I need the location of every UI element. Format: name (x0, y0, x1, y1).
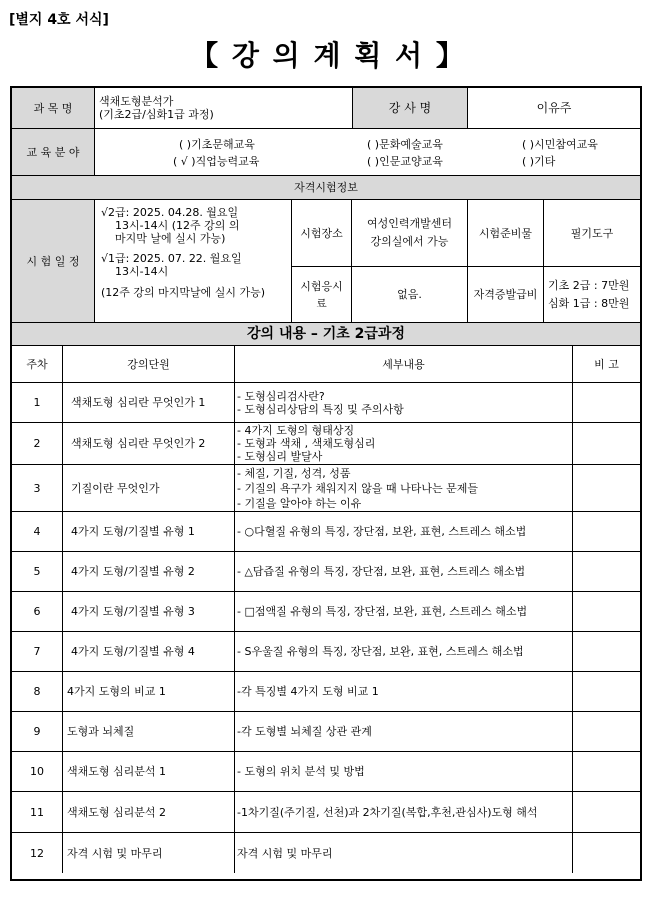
detail-line: -1차기질(주기질, 선천)과 2차기질(복합,후천,관심사)도형 해석 (237, 805, 538, 819)
unit-cell: 색채도형 심리분석 2 (63, 792, 235, 833)
supplies-label: 시험준비물 (468, 200, 544, 267)
detail-line: - ○다혈질 유형의 특징, 장단점, 보완, 표현, 스트레스 해소법 (237, 525, 527, 538)
detail-line: - 도형심리검사란? (237, 389, 325, 403)
cert-fee-line2: 심화 1급 : 8만원 (548, 296, 630, 310)
week-cell: 12 (12, 833, 63, 873)
place-line1: 여성인력개발센터 (366, 217, 452, 230)
week-cell: 8 (12, 672, 63, 712)
detail-line: - 체질, 기질, 성격, 성품 (237, 466, 351, 480)
cert-fee-label: 자격증발급비 (468, 267, 544, 323)
schedule-details (95, 200, 292, 323)
schedule-line-4: √1급: 2025. 07. 22. 월요일 (101, 252, 242, 265)
detail-cell (235, 752, 573, 792)
unit-cell: 자격 시험 및 마무리 (63, 833, 235, 873)
field-option-civic: ( )시민참여교육 (522, 138, 598, 151)
schedule-line-3: 마지막 날에 실시 가능) (115, 232, 226, 245)
detail-cell (235, 632, 573, 672)
detail-line: - 도형과 색채 , 색채도형심리 (237, 437, 376, 450)
detail-line: - △담즙질 유형의 특징, 장단점, 보완, 표현, 스트레스 해소법 (237, 565, 526, 578)
detail-line: - 4가지 도형의 형태상징 (237, 424, 355, 437)
schedule-label: 시 험 일 정 (12, 200, 95, 323)
note-cell (573, 672, 640, 712)
cert-fee-value (544, 267, 640, 323)
detail-cell (235, 712, 573, 752)
week-cell: 7 (12, 632, 63, 672)
detail-line: -각 특징별 4가지 도형 비교 1 (237, 685, 379, 698)
week-cell: 5 (12, 552, 63, 592)
detail-cell (235, 792, 573, 833)
note-cell (573, 792, 640, 833)
instructor-name: 이유주 (468, 88, 640, 129)
detail-line: - □점액질 유형의 특징, 장단점, 보완, 표현, 스트레스 해소법 (237, 605, 528, 618)
lecture-plan-table (10, 86, 642, 881)
note-cell (573, 632, 640, 672)
detail-line: -각 도형별 뇌체질 상관 관계 (237, 725, 372, 738)
week-cell: 2 (12, 423, 63, 465)
detail-cell (235, 672, 573, 712)
field-option-job: ( √ )직업능력교육 (173, 155, 260, 168)
note-cell (573, 752, 640, 792)
schedule-line-1: √2급: 2025. 04.28. 월요일 (101, 206, 239, 219)
field-option-other: ( )기타 (522, 155, 556, 168)
schedule-line-5: 13시-14시 (115, 265, 169, 278)
note-cell (573, 592, 640, 632)
note-cell (573, 512, 640, 552)
week-cell: 9 (12, 712, 63, 752)
field-options (95, 129, 640, 176)
course-name-line1: 색채도형분석가 (99, 95, 174, 108)
detail-line: - 도형심리 발달사 (237, 450, 323, 463)
detail-cell (235, 552, 573, 592)
schedule-line-6: (12주 강의 마지막날에 실시 가능) (101, 286, 266, 299)
note-cell (573, 383, 640, 423)
field-option-culture: ( )문화예술교육 (367, 138, 443, 151)
detail-line: - 도형심리상담의 특징 및 주의사항 (237, 402, 404, 416)
detail-line: - S우울질 유형의 특징, 장단점, 보완, 표현, 스트레스 해소법 (237, 645, 524, 658)
note-cell (573, 465, 640, 512)
detail-line: - 도형의 위치 분석 및 방법 (237, 765, 365, 778)
week-cell: 11 (12, 792, 63, 833)
detail-cell (235, 423, 573, 465)
detail-cell (235, 512, 573, 552)
course-name (95, 88, 353, 129)
detail-cell (235, 833, 573, 873)
form-label: [별지 4호 서식] (9, 12, 109, 28)
fee-label (292, 267, 352, 323)
col-header-note: 비 고 (573, 346, 640, 383)
detail-cell (235, 592, 573, 632)
unit-cell: 색채도형 심리란 무엇인가 1 (63, 383, 235, 423)
detail-cell (235, 383, 573, 423)
unit-cell: 기질이란 무엇인가 (63, 465, 235, 512)
exam-section-header: 자격시험정보 (12, 176, 640, 200)
fee-value: 없음. (352, 267, 468, 323)
unit-cell: 색채도형 심리분석 1 (63, 752, 235, 792)
week-cell: 6 (12, 592, 63, 632)
instructor-label: 강 사 명 (353, 88, 468, 129)
unit-cell: 4가지 도형/기질별 유형 3 (63, 592, 235, 632)
week-cell: 1 (12, 383, 63, 423)
unit-cell: 4가지 도형/기질별 유형 4 (63, 632, 235, 672)
detail-line: 자격 시험 및 마무리 (237, 846, 333, 860)
course-label: 과 목 명 (12, 88, 95, 129)
note-cell (573, 712, 640, 752)
cert-fee-line1: 기초 2급 : 7만원 (548, 278, 630, 292)
detail-cell (235, 465, 573, 512)
place-line2: 강의실에서 가능 (370, 235, 449, 248)
detail-line: - 기질을 알아야 하는 이유 (237, 496, 362, 510)
note-cell (573, 833, 640, 873)
place-value (352, 200, 468, 267)
content-section-header: 강의 내용 – 기초 2급과정 (12, 323, 640, 346)
unit-cell: 4가지 도형의 비교 1 (63, 672, 235, 712)
course-name-line2: (기초2급/심화1급 과정) (99, 108, 214, 121)
col-header-week: 주차 (12, 346, 63, 383)
col-header-detail: 세부내용 (235, 346, 573, 383)
field-option-humanities: ( )인문교양교육 (367, 155, 443, 168)
week-cell: 3 (12, 465, 63, 512)
field-option-basic: ( )기초문해교육 (179, 138, 255, 151)
fee-label-line1: 시험응시 (300, 279, 343, 293)
note-cell (573, 552, 640, 592)
document-title: 【 강 의 계 획 서 】 (190, 39, 466, 72)
week-cell: 4 (12, 512, 63, 552)
schedule-line-2: 13시-14시 (12주 강의 의 (115, 219, 240, 232)
unit-cell: 4가지 도형/기질별 유형 1 (63, 512, 235, 552)
fee-label-line2: 료 (316, 296, 327, 310)
supplies-value: 필기도구 (544, 200, 640, 267)
place-label: 시험장소 (292, 200, 352, 267)
unit-cell: 도형과 뇌체질 (63, 712, 235, 752)
note-cell (573, 423, 640, 465)
field-label: 교 육 분 야 (12, 129, 95, 176)
week-cell: 10 (12, 752, 63, 792)
detail-line: - 기질의 욕구가 채워지지 않을 때 나타나는 문제들 (237, 481, 478, 495)
unit-cell: 색채도형 심리란 무엇인가 2 (63, 423, 235, 465)
col-header-unit: 강의단원 (63, 346, 235, 383)
unit-cell: 4가지 도형/기질별 유형 2 (63, 552, 235, 592)
